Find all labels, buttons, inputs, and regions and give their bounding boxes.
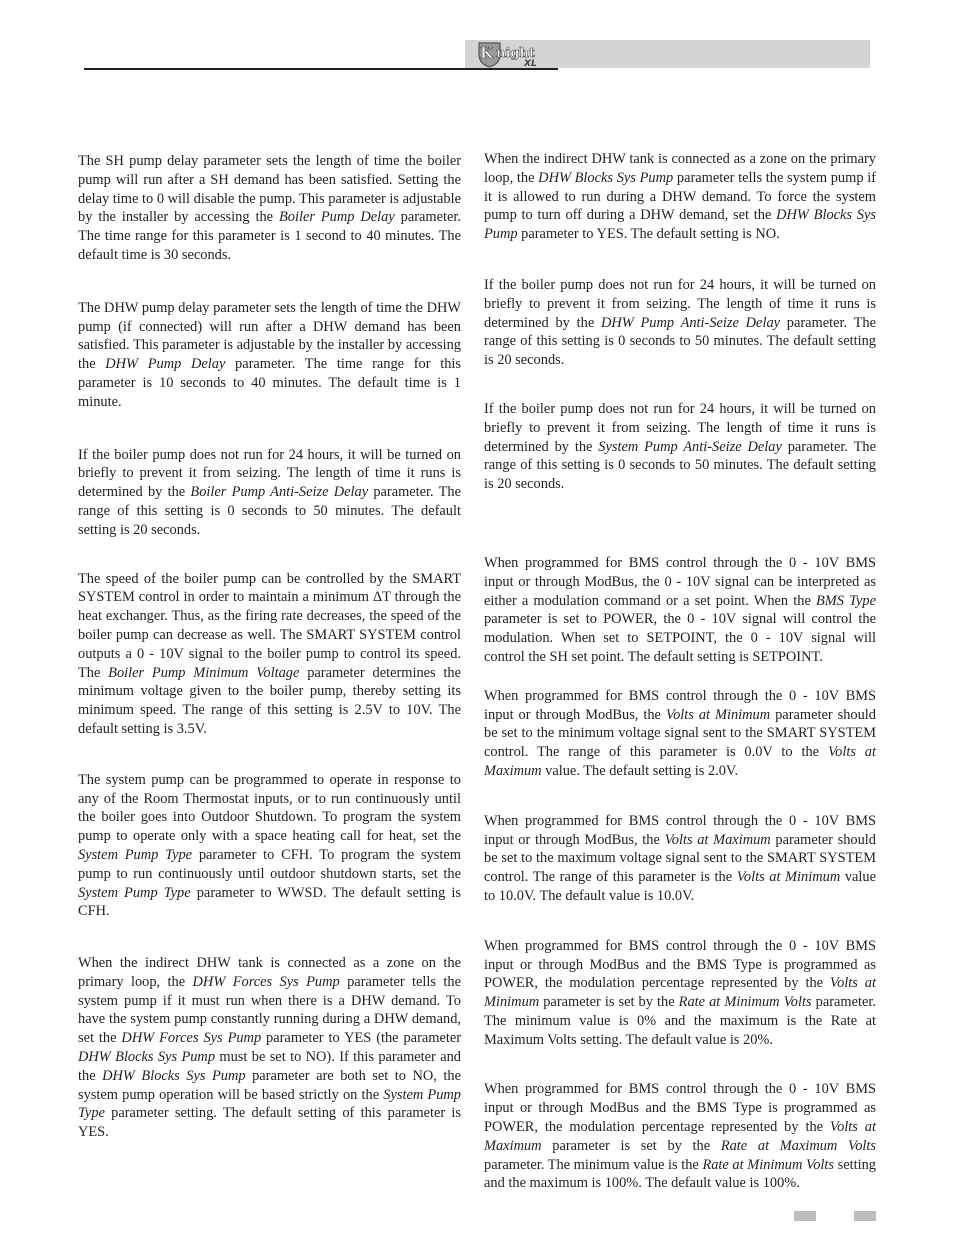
parameter-name: Boiler Pump Minimum Voltage — [108, 664, 300, 681]
parameter-name: Boiler Pump Anti-Seize Delay — [190, 484, 369, 501]
paragraph-text: parameter are both set to NO, the system pump operation will be based strictly on the — [78, 1067, 462, 1103]
svg-text:K: K — [480, 44, 494, 62]
paragraph-text: If the boiler pump does not run for 24 hours, it will be turned on briefly to prevent it from seizing. The length of time it runs is determined by the — [484, 400, 876, 455]
paragraph-text: The system pump can be programmed to operate in response to any of the Room Thermostat inputs, or to run continuously until the boiler goes into Outdoor Shutdown. To program the system pump to operate only with a space heating call for heat, set the — [78, 771, 461, 845]
paragraph-text: parameter is set by the — [541, 1137, 721, 1154]
paragraph-text: parameter. The time range for this parameter is 10 seconds to 40 minutes. The default time is 1 minute. — [78, 356, 461, 410]
dhw-pump-delay-paragraph — [78, 299, 461, 412]
paragraph-text: parameter to YES (the parameter — [261, 1030, 462, 1047]
parameter-name: Volts at Minimum — [736, 869, 841, 886]
parameter-name: Volts at Maximum — [484, 744, 877, 779]
parameter-name: Volts at Minimum — [484, 975, 876, 1011]
footer-marker-right — [854, 1211, 876, 1221]
paragraph-text: parameter should be set to the minimum voltage signal sent to the SMART SYSTEM control. The range of this parameter is 0.0V to the — [484, 706, 876, 761]
parameter-name: Rate at Minimum Volts — [702, 1156, 834, 1173]
system-pump-type-paragraph — [78, 771, 461, 921]
paragraph-text: parameter to CFH. To program the system pump to run continuously until outdoor shutdown starts, set the — [78, 846, 461, 882]
parameter-name: DHW Blocks Sys Pump — [78, 1049, 216, 1066]
paragraph-text: The DHW pump delay parameter sets the length of time the DHW pump (if connected) will run after a DHW demand has been satisfied. This parameter is adjustable by the installer by accessing the — [78, 299, 461, 373]
parameter-name: Rate at Maximum Volts — [720, 1137, 876, 1154]
parameter-name: Boiler Pump Delay — [278, 209, 395, 226]
parameter-name: System Pump Type — [78, 846, 193, 863]
parameter-name: DHW Pump Anti-Seize Delay — [600, 314, 781, 331]
paragraph-text: When the indirect DHW tank is connected as a zone on the primary loop, the — [78, 955, 461, 990]
boiler-pump-anti-seize-paragraph — [78, 446, 461, 540]
dhw-pump-anti-seize-paragraph — [484, 276, 876, 370]
rate-at-maximum-volts-paragraph — [484, 1080, 876, 1193]
rate-at-minimum-volts-paragraph — [484, 937, 876, 1050]
right-column — [484, 150, 876, 1193]
paragraph-text: When programmed for BMS control through the 0 - 10V BMS input or through ModBus, the 0 - 10V signal can be interpreted as either a modulation command or a set point. When the — [484, 554, 876, 609]
paragraph-text: parameter. The range of this setting is 0 seconds to 50 minutes. The default setting is 20 seconds. — [484, 314, 876, 369]
paragraph-text: parameter. The minimum value is the — [484, 1156, 703, 1173]
parameter-name: System Pump Type — [78, 1086, 461, 1122]
paragraph-text: When programmed for BMS control through the 0 - 10V BMS input or through ModBus, the — [484, 812, 876, 848]
left-column — [78, 150, 461, 1142]
paragraph-text: parameter is set by the — [539, 994, 679, 1011]
paragraph-text: If the boiler pump does not run for 24 hours, it will be turned on briefly to prevent it from seizing. The length of time it runs is determined by the — [484, 276, 876, 331]
paragraph-text: parameter setting. The default setting of this parameter is YES. — [78, 1105, 461, 1141]
parameter-name: DHW Blocks Sys Pump — [484, 207, 876, 243]
bms-type-paragraph — [484, 554, 876, 667]
parameter-name: BMS Type — [815, 592, 876, 609]
parameter-name: DHW Blocks Sys Pump — [102, 1067, 246, 1084]
parameter-name: System Pump Type — [78, 884, 191, 901]
parameter-name: Volts at Minimum — [665, 706, 771, 723]
paragraph-text: must be set to NO). If this parameter and the — [78, 1049, 461, 1084]
volts-at-maximum-paragraph — [484, 812, 876, 906]
paragraph-text: parameter is set to POWER, the 0 - 10V signal will control the modulation. When set to SETPOINT, the 0 - 10V signal will control the SH set point. The default setting is SETPOINT. — [484, 611, 876, 665]
paragraph-text: If the boiler pump does not run for 24 hours, it will be turned on briefly to prevent it from seizing. The length of time it runs is determined by the — [78, 446, 461, 501]
footer-marker-left — [794, 1211, 816, 1221]
paragraph-text: When programmed for BMS control through the 0 - 10V BMS input or through ModBus, the — [484, 687, 876, 723]
volts-at-minimum-paragraph — [484, 687, 876, 781]
paragraph-text: value to 10.0V. The default value is 10.0V. — [484, 869, 876, 904]
paragraph-text: setting and the maximum is 100%. The default value is 100%. — [484, 1156, 876, 1192]
paragraph-text: parameter. The minimum value is 0% and the maximum is the Rate at Maximum Volts setting. The default value is 20%. — [484, 994, 876, 1048]
parameter-name: DHW Pump Delay — [105, 356, 226, 373]
parameter-name: DHW Blocks Sys Pump — [538, 169, 674, 186]
paragraph-text: parameter tells the system pump if it must run when there is a DHW demand. To have the system pump constantly running during a DHW demand, set the — [78, 973, 461, 1047]
dhw-blocks-sys-pump-paragraph — [484, 150, 876, 244]
paragraph-text: value. The default setting is 2.0V. — [541, 762, 739, 779]
paragraph-text: The speed of the boiler pump can be controlled by the SMART SYSTEM control in order to maintain a minimum ΔT through the heat exchanger. Thus, as the firing rate decreases, the speed of the boiler pump can decrease as well. The SMART SYSTEM control outputs a 0 - 10V signal to the boiler pump to control its speed. The — [78, 570, 461, 681]
system-pump-anti-seize-paragraph — [484, 400, 876, 494]
svg-text:XL: XL — [524, 59, 537, 68]
paragraph-text: parameter should be set to the maximum voltage signal sent to the SMART SYSTEM control. The range of this parameter is the — [484, 831, 876, 886]
paragraph-text: parameter. The time range for this parameter is 1 second to 40 minutes. The default time is 30 seconds. — [78, 209, 461, 263]
paragraph-text: parameter. The range of this setting is 0 seconds to 50 minutes. The default setting is 20 seconds. — [484, 438, 876, 493]
boiler-pump-minimum-voltage-paragraph — [78, 570, 461, 739]
parameter-name: System Pump Anti-Seize Delay — [598, 438, 782, 455]
paragraph-text: The SH pump delay parameter sets the length of time the boiler pump will run after a SH demand has been satisfied. Setting the delay time to 0 will disable the pump. This parameter is adjustable by the installer by accessing the — [78, 153, 461, 226]
header-rule — [84, 68, 558, 70]
parameter-name: Rate at Minimum Volts — [678, 994, 812, 1011]
knight-xl-logo — [476, 40, 550, 68]
paragraph-text: When programmed for BMS control through the 0 - 10V BMS input or through ModBus and the BMS Type is programmed as POWER, the modulation percentage represented by the — [484, 1081, 876, 1136]
parameter-name: Volts at Maximum — [664, 831, 771, 848]
paragraph-text: When the indirect DHW tank is connected as a zone on the primary loop, the — [484, 151, 876, 186]
paragraph-text: When programmed for BMS control through the 0 - 10V BMS input or through ModBus and the BMS Type is programmed as POWER, the modulation percentage represented by the — [484, 937, 876, 992]
paragraph-text: parameter. The range of this setting is 0 seconds to 50 minutes. The default setting is 20 seconds. — [78, 484, 461, 538]
paragraph-text: parameter to WWSD. The default setting is CFH. — [78, 884, 461, 920]
parameter-name: Volts at Maximum — [484, 1119, 876, 1154]
parameter-name: DHW Forces Sys Pump — [121, 1030, 262, 1047]
paragraph-text: parameter tells the system pump if it is allowed to run during a DHW demand. To force the system pump to turn off during a DHW demand, set the — [484, 169, 876, 224]
paragraph-text: parameter to YES. The default setting is NO. — [517, 226, 780, 243]
paragraph-text: parameter determines the minimum voltage given to the boiler pump, thereby setting its minimum speed. The range of this setting is 2.5V to 10V. The default setting is 3.5V. — [78, 664, 461, 737]
dhw-forces-sys-pump-paragraph — [78, 954, 461, 1142]
parameter-name: DHW Forces Sys Pump — [192, 973, 340, 990]
sh-pump-delay-paragraph — [78, 152, 461, 265]
svg-text:night: night — [496, 46, 535, 61]
